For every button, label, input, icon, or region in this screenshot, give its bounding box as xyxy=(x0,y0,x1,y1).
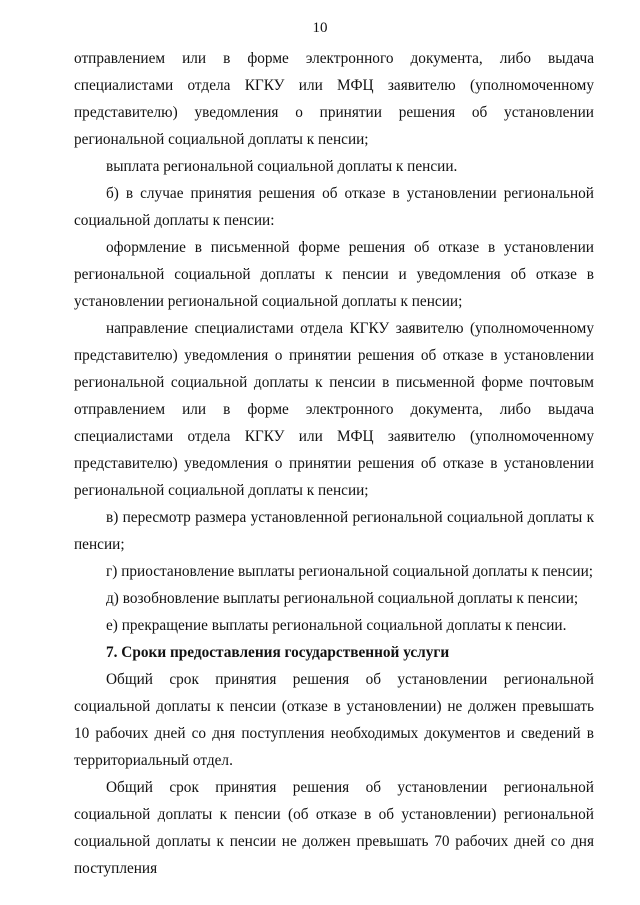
paragraph: Общий срок принятия решения об установлении региональной социальной доплаты к пенсии (отказе в установлении) не должен превышать 10 рабочих дней со дня поступления необходимых документов и сведений в территориальный отдел. xyxy=(74,671,594,769)
paragraph: д) возобновление выплаты региональной социальной доплаты к пенсии; xyxy=(106,590,579,607)
paragraph: е) прекращение выплаты региональной социальной доплаты к пенсии. xyxy=(106,617,567,634)
paragraph: выплата региональной социальной доплаты к пенсии. xyxy=(106,158,458,175)
paragraph: в) пересмотр размера установленной региональной социальной доплаты к пенсии; xyxy=(74,509,594,553)
paragraph: г) приостановление выплаты региональной социальной доплаты к пенсии; xyxy=(106,563,594,580)
paragraph: б) в случае принятия решения об отказе в установлении региональной социальной доплаты к пенсии: xyxy=(74,185,594,229)
paragraph: направление специалистами отдела КГКУ заявителю (уполномоченному представителю) уведомления о принятии решения об отказе в установлении региональной социальной доплаты к пенсии в письменной форме почтовым отправлением или в форме электронного документа, либо выдача специалистами отдела КГКУ или МФЦ заявителю (уполномоченному представителю) уведомления о принятии решения об отказе в установлении региональной социальной доплаты к пенсии; xyxy=(74,320,594,499)
paragraph-continuation: отправлением или в форме электронного документа, либо выдача специалистами отдела КГКУ или МФЦ заявителю (уполномоченному представителю) уведомления о принятии решения об установлении региональной социальной доплаты к пенсии; xyxy=(74,50,594,148)
paragraph: оформление в письменной форме решения об отказе в установлении региональной социальной доплаты к пенсии и уведомления об отказе в установлении региональной социальной доплаты к пенсии; xyxy=(74,239,594,310)
document-body xyxy=(74,45,594,882)
section-heading: 7. Сроки предоставления государственной услуги xyxy=(106,644,450,661)
page-number: 10 xyxy=(312,20,328,36)
paragraph: Общий срок принятия решения об установлении региональной социальной доплаты к пенсии (об отказе в об установлении) региональной социальной доплаты к пенсии не должен превышать 70 рабочих дней со дня поступления xyxy=(74,779,594,877)
